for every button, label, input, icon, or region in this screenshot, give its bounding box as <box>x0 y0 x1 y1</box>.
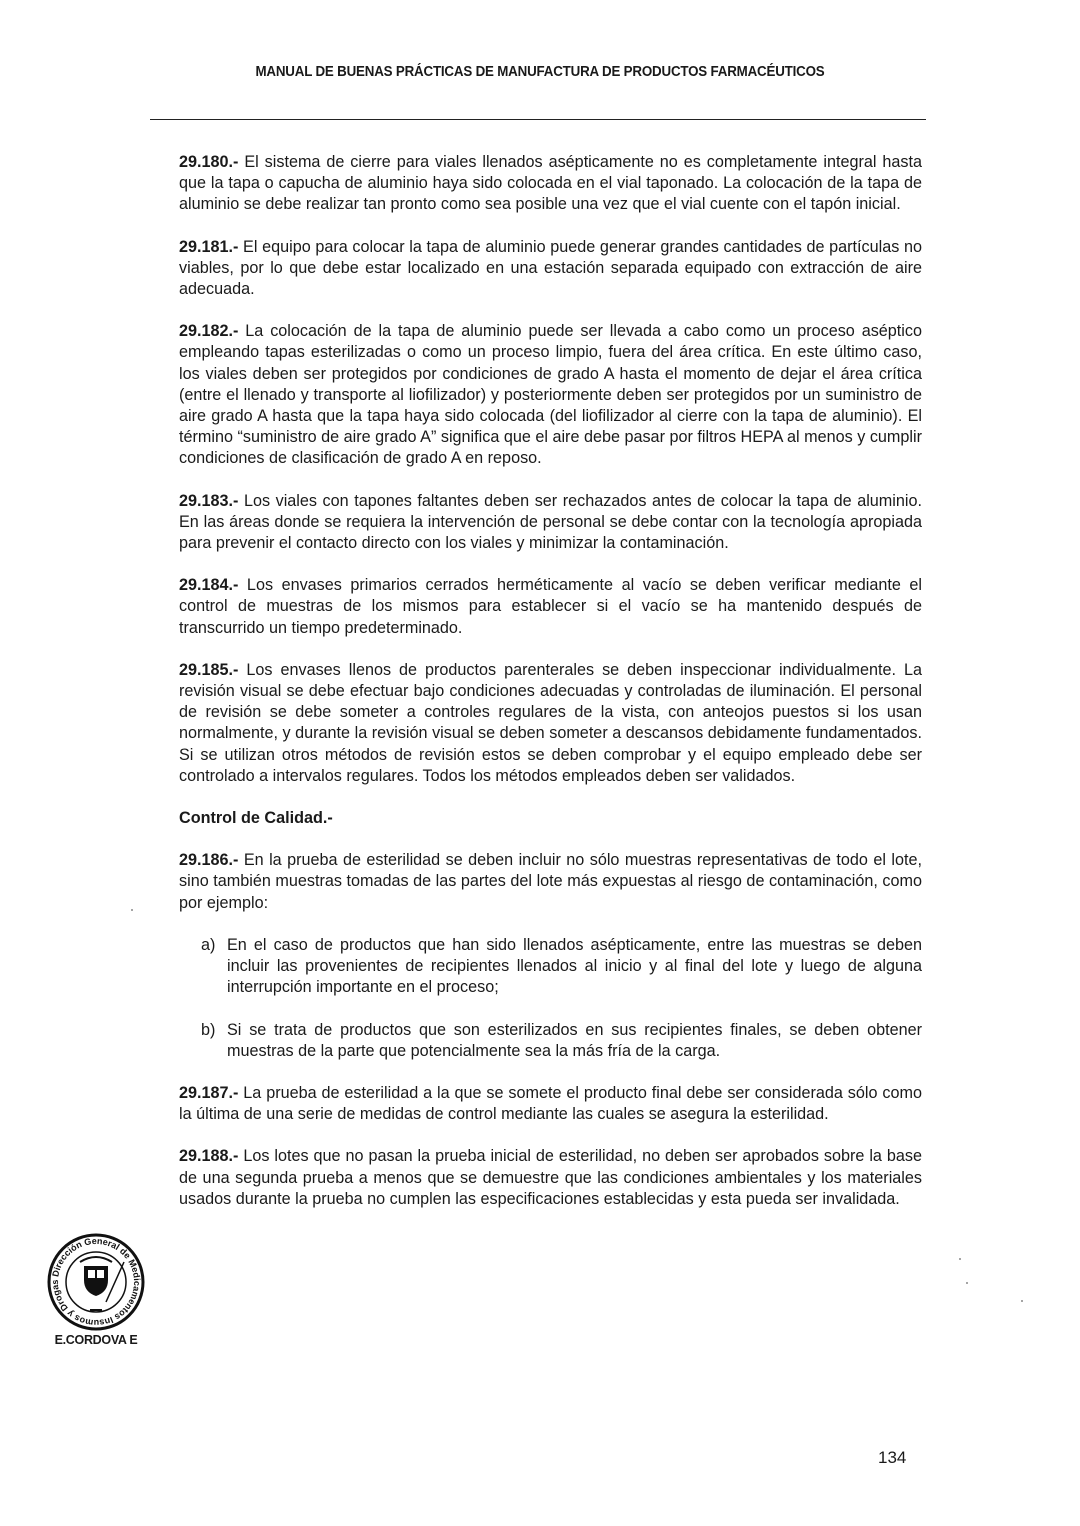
paragraph-text: Los envases llenos de productos parenterales se deben inspeccionar individualmente. La revisión visual se debe efectuar bajo condiciones adecuadas y controladas de iluminación. El personal de revisión se debe someter a controles regulares de la vista, con anteojos puestos si los usan normalmente, y durante la revisión visual se deben someter a descansos debidamente fundamentados. Si se utilizan otros métodos de revisión estos se deben comprobar y el equipo empleado debe ser controlado a intervalos regulares. Todos los métodos empleados deben ser validados. <box>179 660 922 785</box>
scan-speck <box>959 1258 961 1260</box>
paragraph-text: Los envases primarios cerrados herméticamente al vacío se deben verificar mediante el control de muestras de los mismos para establecer si el vacío se ha mantenido después de transcurrido un tiempo predeterminado. <box>179 576 922 637</box>
paragraph-text: Los viales con tapones faltantes deben ser rechazados antes de colocar la tapa de aluminio. En las áreas donde se requiera la intervención de personal se debe contar con la tecnología apropiada para prevenir el contacto directo con los viales y minimizar la contaminación. <box>179 491 922 553</box>
paragraph-text: La colocación de la tapa de aluminio puede ser llevada a cabo como un proceso aséptico empleando tapas esterilizadas o como un proceso limpio, fuera del área crítica. En este último caso, los viales deben ser protegidos por condiciones de grado A hasta el momento de dejar el área crítica (entre el llenado y transporte al liofilizador) y posteriormente deben ser protegidos por un suministro de aire grado A hasta que la tapa haya sido colocada (del liofilizador al cierre con la tapa de aluminio). El término “suministro de aire grado A” significa que el aire debe pasar por filtros HEPA al menos y cumplir condiciones de clasificación de grado A en reposo. <box>179 322 922 468</box>
page-number: 134 <box>878 1448 907 1467</box>
svg-text:Dirección General de Medicamen: Dirección General de Medicamentos Insumos y Drogas <box>49 1235 143 1329</box>
scan-speck <box>131 909 133 911</box>
list-text: En el caso de productos que han sido llenados asépticamente, entre las muestras se deben incluir las provenientes de recipientes llenados al inicio y al final del lote y luego de alguna interrupción importante en el proceso; <box>227 935 922 997</box>
paragraph-29-183 <box>179 491 922 555</box>
list-text: Si se trata de productos que son esterilizados en sus recipientes finales, se deben obtener muestras de la parte que potencialmente sea la más fría de la carga. <box>227 1020 922 1060</box>
paragraph-29-182 <box>179 321 922 469</box>
paragraph-29-186 <box>179 850 922 914</box>
list-marker: a) <box>201 935 216 954</box>
paragraph-number: 29.185.- <box>179 660 239 679</box>
list-item-b <box>179 1020 922 1062</box>
scan-speck <box>1021 1300 1023 1302</box>
paragraph-29-188 <box>179 1146 922 1210</box>
signature-caption: E.CORDOVA E <box>54 1333 138 1347</box>
paragraph-text: Los lotes que no pasan la prueba inicial de esterilidad, no deben ser aprobados sobre la base de una segunda prueba a menos que se demuestre que las condiciones ambientales y los materiales usados durante la prueba no cumplen las especificaciones establecidas y esta pueda ser invalidada. <box>179 1147 922 1208</box>
paragraph-29-181 <box>179 237 922 301</box>
document-body <box>179 152 922 1231</box>
paragraph-number: 29.187.- <box>179 1083 239 1102</box>
scan-speck <box>966 1282 968 1284</box>
paragraph-29-187 <box>179 1083 922 1125</box>
paragraph-number: 29.183.- <box>179 491 239 510</box>
paragraph-29-185 <box>179 660 922 787</box>
paragraph-29-180 <box>179 152 922 216</box>
paragraph-text: El equipo para colocar la tapa de aluminio puede generar grandes cantidades de partículas no viables, por lo que debe estar localizado en una estación separada equipado con extracción de aire adecuada. <box>179 237 922 299</box>
official-seal-icon <box>46 1232 146 1332</box>
paragraph-number: 29.181.- <box>179 237 239 256</box>
sample-list <box>179 935 922 1062</box>
paragraph-29-184 <box>179 575 922 639</box>
paragraph-text: La prueba de esterilidad a la que se somete el producto final debe ser considerada sólo como la última de una serie de medidas de control mediante las cuales se asegura la esterilidad. <box>179 1083 922 1124</box>
paragraph-number: 29.186.- <box>179 851 239 870</box>
header-divider <box>150 119 926 120</box>
list-marker: b) <box>201 1020 216 1039</box>
paragraph-number: 29.188.- <box>179 1147 239 1166</box>
section-heading: Control de Calidad.- <box>179 809 333 828</box>
document-header: MANUAL DE BUENAS PRÁCTICAS DE MANUFACTURA DE PRODUCTOS FARMACÉUTICOS <box>255 64 825 80</box>
list-item-a <box>179 935 922 999</box>
paragraph-number: 29.182.- <box>179 322 239 341</box>
paragraph-text: El sistema de cierre para viales llenados asépticamente no es completamente integral hasta que la tapa o capucha de aluminio haya sido colocada en el vial taponado. La colocación de la tapa de aluminio se debe realizar tan pronto como sea posible una vez que el vial cuente con el tapón inicial. <box>179 153 922 214</box>
paragraph-text: En la prueba de esterilidad se deben incluir no sólo muestras representativas de todo el lote, sino también muestras tomadas de las partes del lote más expuestas al riesgo de contaminación, como por ejemplo: <box>179 851 922 912</box>
paragraph-number: 29.184.- <box>179 576 239 595</box>
paragraph-number: 29.180.- <box>179 153 239 171</box>
